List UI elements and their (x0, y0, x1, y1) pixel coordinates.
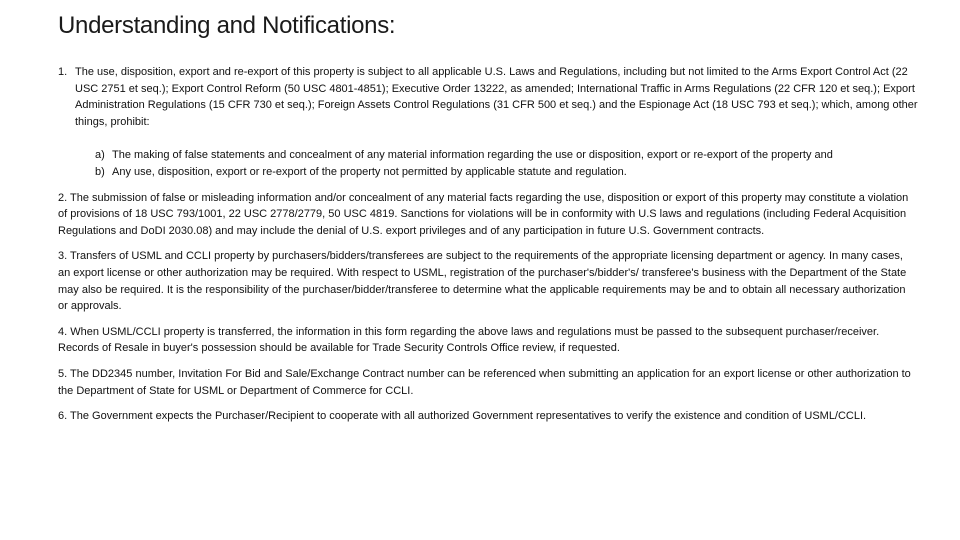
notification-paragraph-5: 5. The DD2345 number, Invitation For Bid and Sale/Exchange Contract number can be referenced when submitting an application for an export license or other authorization to the Department of State for USML or Department of Commerce for CCLI. (58, 367, 911, 397)
notification-paragraph-6: 6. The Government expects the Purchaser/Recipient to cooperate with all authorized Government representatives to verify the existence and condition of USML/CCLI. (58, 410, 867, 423)
item-1-number: 1. (58, 66, 68, 78)
notification-item-1 (58, 64, 918, 130)
notification-paragraph-4: 4. When USML/CCLI property is transferred, the information in this form regarding the above laws and regulations must be passed to the subsequent purchaser/receiver. Records of Resale in buyer's possession should be available for Trade Security Controls Office review, if requested. (58, 325, 880, 355)
prohibition-item-a (95, 147, 918, 164)
prohibition-b-letter: b) (95, 165, 105, 178)
prohibitions-list (95, 147, 918, 180)
page-title: Understanding and Notifications: (58, 12, 396, 39)
notification-paragraph-3: 3. Transfers of USML and CCLI property by purchasers/bidders/transferees are subject to the requirements of the appropriate licensing department or agency. In many cases, an export license or other authorization may be required. With respect to USML, registration of the purchaser's/bidder's/ transferee's business with the Department of the State may also be required. It is the responsibility of the purchaser/bidder/transferee to determine what the applicable requirements may be and to obtain all necessary authorization or approvals. (58, 250, 907, 313)
notification-paragraph-2: 2. The submission of false or misleading information and/or concealment of any material facts regarding the use, disposition or export of this property may constitute a violation of provisions of 18 USC 793/1001, 22 USC 2778/2779, 50 USC 4819. Sanctions for violations will be in conformity with U.S laws and regulations (including Federal Acquisition Regulations and DoDI 2030.08) and may include the denial of U.S. export privileges and of any participation in future U.S. Government contracts. (58, 191, 909, 237)
prohibition-b-text: Any use, disposition, export or re-export of the property not permitted by applicable statute and regulation. (112, 165, 627, 178)
notifications-body (58, 64, 918, 425)
prohibition-a-letter: a) (95, 149, 105, 162)
item-1-text: The use, disposition, export and re-export of this property is subject to all applicable U.S. Laws and Regulations, including but not limited to the Arms Export Control Act (22 USC 2751 et seq.); Export Control Reform (50 USC 4801-4851); Executive Order 13222, as amended; International Traffic in Arms Regulations (22 CFR 120 et seq.); Export Administration Regulations (15 CFR 730 et seq.); Foreign Assets Control Regulations (31 CFR 500 et seq.) and the Espionage Act (18 USC 793 et seq.); which, among other things, prohibit: (75, 66, 918, 128)
prohibition-a-text: The making of false statements and concealment of any material information regarding the use or disposition, export or re-export of the property and (112, 149, 833, 162)
prohibition-item-b (95, 164, 918, 181)
